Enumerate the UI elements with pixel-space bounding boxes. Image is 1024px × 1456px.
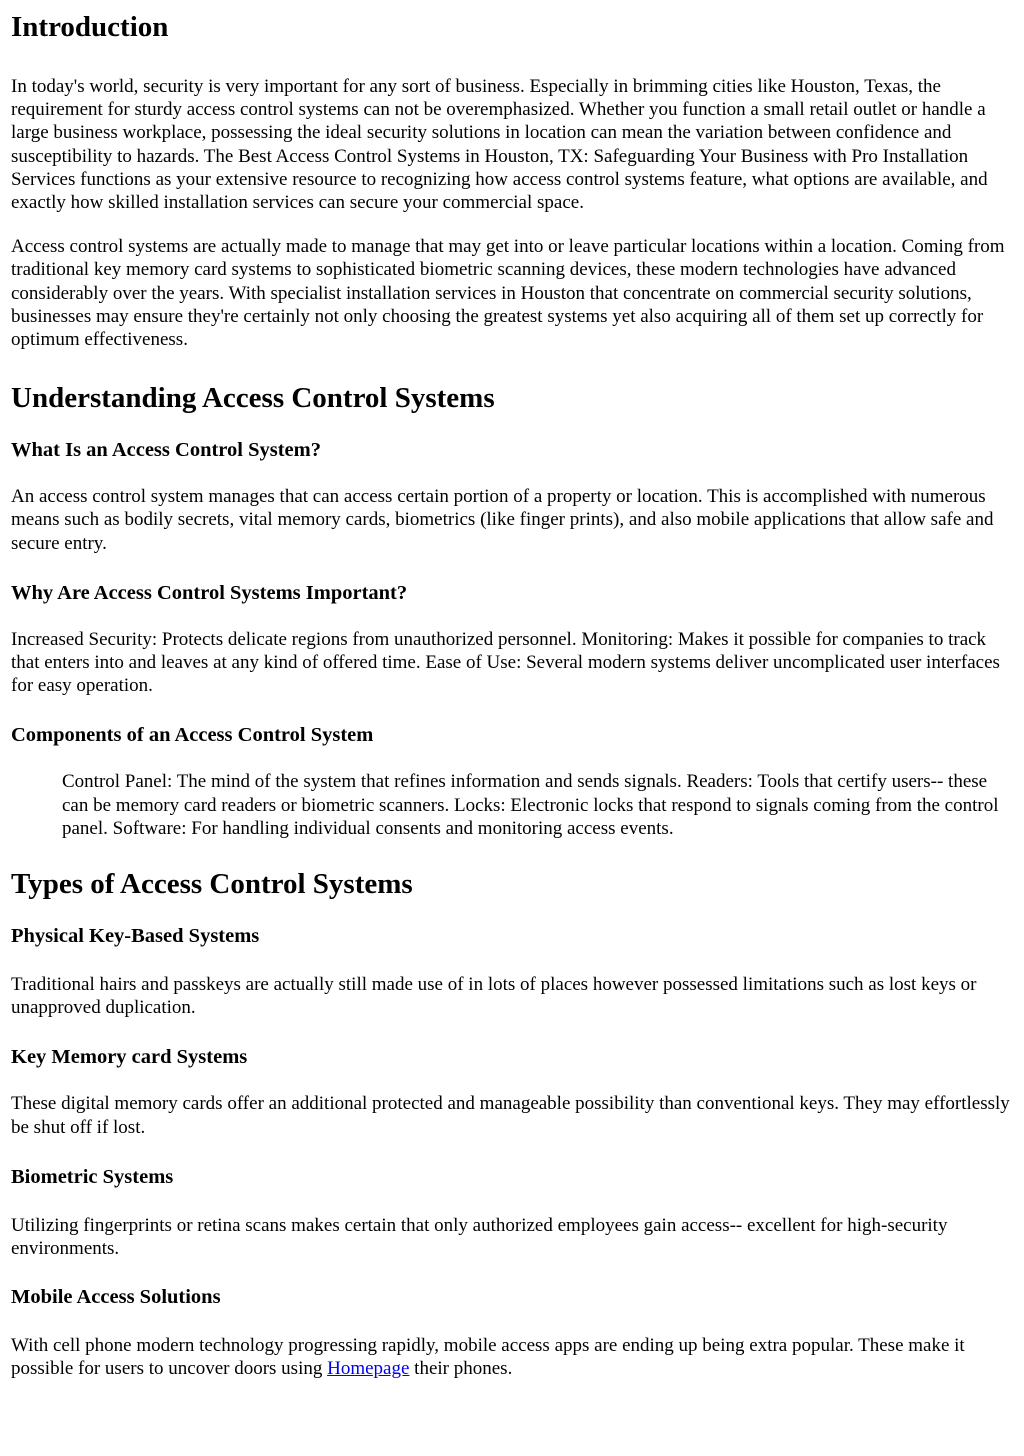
mobile-text-after: their phones. [409, 1358, 513, 1380]
what-is-paragraph: An access control system manages that can access certain portion of a property or location. This is accomplished with numerous means such as bodily secrets, vital memory cards, biometrics (like finger prints), and also mobile applications that allow safe and secure entry. [11, 486, 994, 554]
physical-key-paragraph: Traditional hairs and passkeys are actually still made use of in lots of places however possessed limitations such as lost keys or unapproved duplication. [11, 974, 977, 1019]
subheading-key-card: Key Memory card Systems [11, 1046, 248, 1069]
subheading-components: Components of an Access Control System [11, 724, 374, 747]
subheading-biometric: Biometric Systems [11, 1165, 174, 1188]
homepage-link[interactable]: Homepage [327, 1358, 410, 1380]
heading-introduction: Introduction [11, 11, 169, 43]
article [0, 10, 1024, 1381]
why-important-paragraph: Increased Security: Protects delicate regions from unauthorized personnel. Monitoring: Makes it possible for companies to track that enters into and leaves at any kind of offered time. Ease of Use: Several modern systems deliver uncomplicated user interfaces for easy operation. [11, 628, 1000, 697]
biometric-paragraph: Utilizing fingerprints or retina scans makes certain that only authorized employees gain access-- excellent for high-security environments. [11, 1214, 948, 1260]
key-card-paragraph: These digital memory cards offer an additional protected and manageable possibility than conventional keys. They may effortlessly be shut off if lost. [11, 1093, 1010, 1138]
mobile-text-before: With cell phone modern technology progressing rapidly, mobile access apps are ending up being extra popular. These make it possible for users to uncover doors using [11, 1335, 965, 1380]
subheading-why-important: Why Are Access Control Systems Important? [11, 581, 408, 604]
intro-paragraph-2: Access control systems are actually made to manage that may get into or leave particular locations within a location. Coming from traditional key memory card systems to sophisticated biometric scanning devices, these modern technologies have advanced considerably over the years. With specialist installation services in Houston that concentrate on commercial security solutions, businesses may ensure they're certainly not only choosing the greatest systems yet also acquiring all of them set up correctly for optimum effectiveness. [11, 236, 1005, 351]
components-blockquote: Control Panel: The mind of the system that refines information and sends signals. Readers: Tools that certify users-- these can be memory card readers or biometric scanners. Locks: Electronic locks that respond to signals coming from the control panel. Software: For handling individual consents and monitoring access events. [62, 771, 999, 839]
heading-types: Types of Access Control Systems [11, 868, 413, 901]
subheading-what-is: What Is an Access Control System? [11, 439, 321, 462]
subheading-mobile-access: Mobile Access Solutions [11, 1286, 221, 1309]
intro-paragraph-1: In today's world, security is very important for any sort of business. Especially in brimming cities like Houston, Texas, the requirement for sturdy access control systems can not be overemphasized. Whether you function a small retail outlet or handle a large business workplace, possessing the ideal security solutions in location can mean the variation between confidence and susceptibility to hazards. The Best Access Control Systems in Houston, TX: Safeguarding Your Business with Pro Installation Services functions as your extensive resource to recognizing how access control systems feature, what options are available, and exactly how skilled installation services can secure your commercial space. [11, 76, 988, 214]
subheading-physical-key: Physical Key-Based Systems [11, 925, 260, 948]
heading-understanding: Understanding Access Control Systems [11, 382, 495, 415]
mobile-access-paragraph [11, 1334, 1014, 1380]
